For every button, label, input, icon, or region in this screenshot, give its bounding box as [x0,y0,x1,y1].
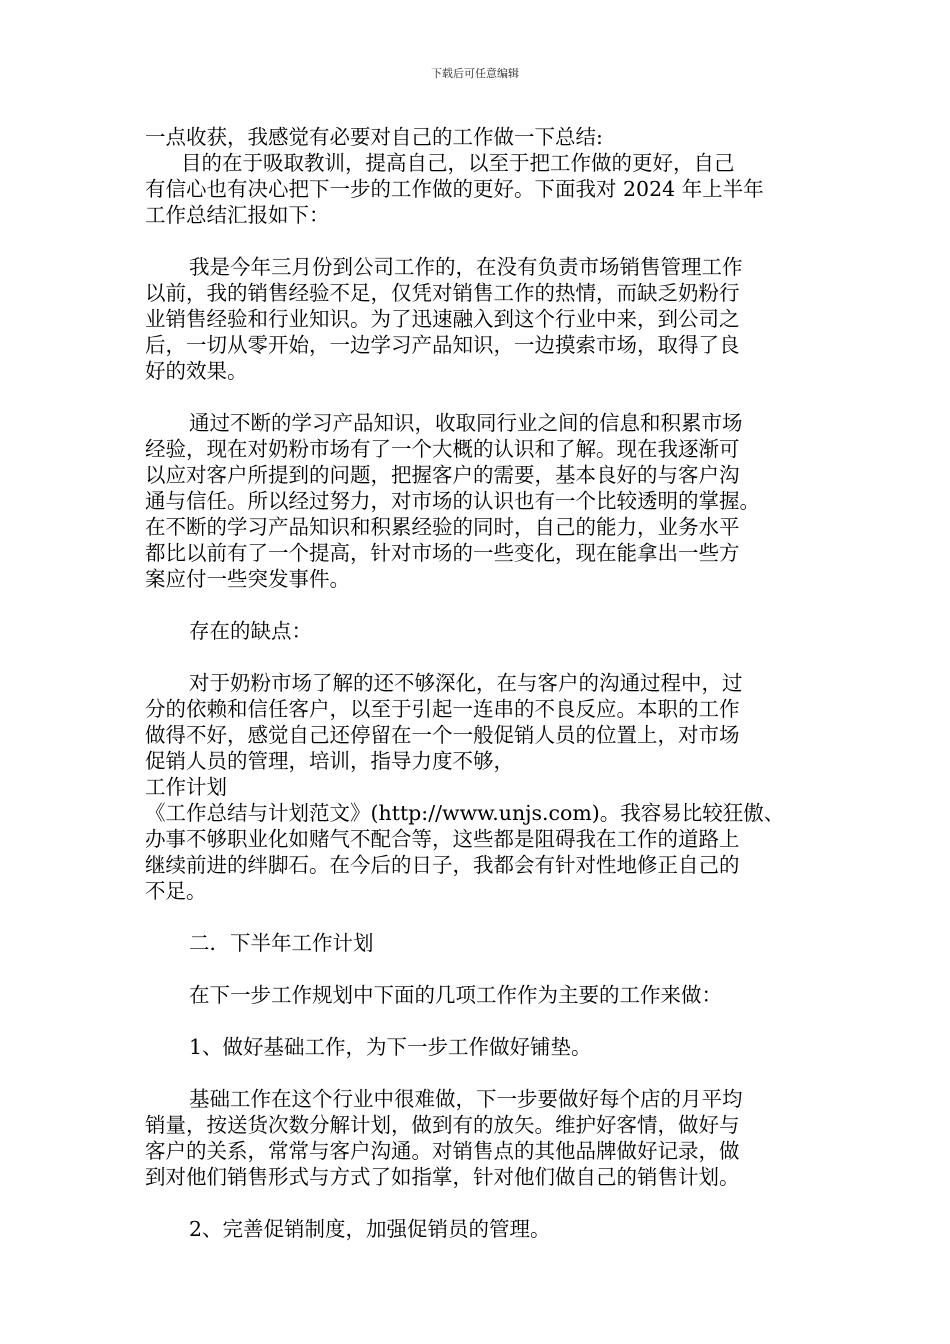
text-line: 以前，我的销售经验不足，仅凭对销售工作的热情，而缺乏奶粉行 [145,281,740,305]
text-line: 到对他们销售形式与方式了如指掌，针对他们做自己的销售计划。 [145,1165,740,1189]
text-line: 2、完善促销制度，加强促销员的管理。 [189,1217,551,1241]
text-line: 工作计划 [145,775,227,799]
text-line: 工作总结汇报如下： [145,203,330,227]
text-line: 办事不够职业化如赌气不配合等，这些都是阻碍我在工作的道路上 [145,827,740,851]
text-line: 促销人员的管理，培训，指导力度不够， [145,749,514,773]
text-line: 销量，按送货次数分解计划，做到有的放矢。维护好客情，做好与 [145,1113,740,1137]
text-line: 有信心也有决心把下一步的工作做的更好。下面我对 2024 年上半年 [145,177,764,201]
text-line: 在不断的学习产品知识和积累经验的同时，自己的能力，业务水平 [145,515,740,539]
text-line: 分的依赖和信任客户，以至于引起一连串的不良反应。本职的工作 [145,697,740,721]
paragraph-gap [145,904,805,930]
text-line: 《工作总结与计划范文》(http://www.unjs.com)。我容易比较狂傲、 [145,801,785,825]
text-line: 在下一步工作规划中下面的几项工作作为主要的工作来做： [189,983,722,1007]
text-line: 通过不断的学习产品知识，收取同行业之间的信息和积累市场 [189,411,743,435]
text-line: 都比以前有了一个提高，针对市场的一些变化，现在能拿出一些方 [145,541,740,565]
text-line: 目的在于吸取教训，提高自己，以至于把工作做的更好，自己 [181,151,735,175]
paragraph-gap [145,228,805,254]
document-body [145,124,805,1242]
paragraph-gap [145,592,805,618]
text-line: 不足。 [145,879,207,903]
text-line: 好的效果。 [145,359,248,383]
paragraph-gap [145,1008,805,1034]
text-line: 对于奶粉市场了解的还不够深化，在与客户的沟通过程中，过 [189,671,743,695]
text-line: 存在的缺点： [189,619,312,643]
text-line: 继续前进的绊脚石。在今后的日子，我都会有针对性地修正自己的 [145,853,740,877]
text-line: 客户的关系，常常与客户沟通。对销售点的其他品牌做好记录，做 [145,1139,740,1163]
text-line: 做得不好，感觉自己还停留在一个一般促销人员的位置上，对市场 [145,723,740,747]
text-line: 通与信任。所以经过努力，对市场的认识也有一个比较透明的掌握。 [145,489,760,513]
text-line: 基础工作在这个行业中很难做，下一步要做好每个店的月平均 [189,1087,743,1111]
paragraph-gap [145,956,805,982]
text-line: 案应付一些突发事件。 [145,567,350,591]
text-line: 以应对客户所提到的问题，把握客户的需要，基本良好的与客户沟 [145,463,740,487]
paragraph-gap [145,1060,805,1086]
text-line: 1、做好基础工作，为下一步工作做好铺垫。 [189,1035,592,1059]
text-line: 我是今年三月份到公司工作的，在没有负责市场销售管理工作 [189,255,743,279]
text-line: 业销售经验和行业知识。为了迅速融入到这个行业中来，到公司之 [145,307,740,331]
paragraph-gap [145,384,805,410]
page-header: 下载后可任意编辑 [431,67,519,80]
text-line: 后，一切从零开始，一边学习产品知识，一边摸索市场，取得了良 [145,333,740,357]
paragraph-gap [145,1190,805,1216]
text-line: 经验，现在对奶粉市场有了一个大概的认识和了解。现在我逐渐可 [145,437,740,461]
paragraph-gap [145,644,805,670]
text-line: 二．下半年工作计划 [189,931,374,955]
text-line: 一点收获，我感觉有必要对自己的工作做一下总结: [145,125,603,149]
